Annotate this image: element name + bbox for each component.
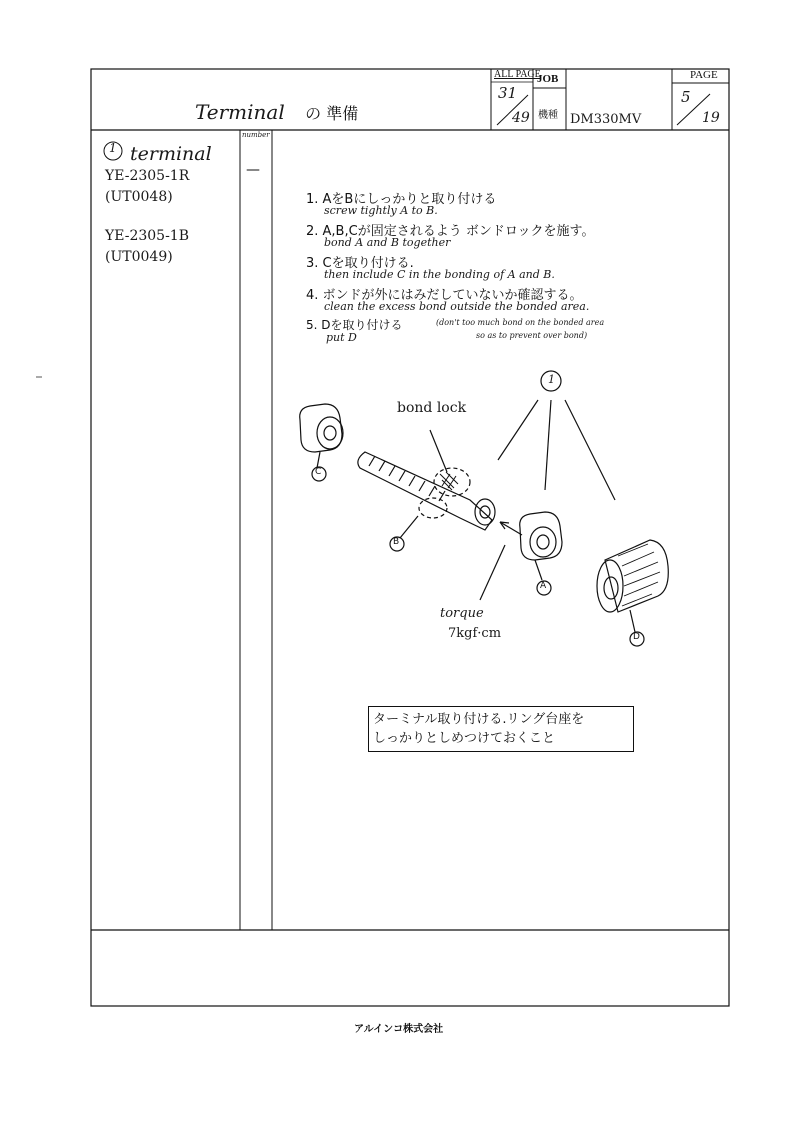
step-3-en: then include C in the bonding of A and B. (324, 268, 555, 281)
item-title: terminal (130, 143, 212, 165)
step-5-note-2: so as to prevent over bond) (476, 331, 588, 340)
kishu-label: 機種 (538, 110, 558, 121)
steps-list (306, 188, 726, 346)
step-4-jp: 4. ボンドが外にはみだしていないか確認する。 (306, 288, 583, 303)
note-box (368, 706, 634, 752)
part-code-1: YE-2305-1R (105, 168, 190, 184)
step-5-note-1: (don't too much bond on the bonded area (436, 318, 605, 327)
title-english: Terminal (195, 100, 285, 124)
step-2-en: bond A and B together (324, 236, 451, 249)
part-code-2: YE-2305-1B (105, 228, 190, 244)
label-c: C (315, 467, 322, 477)
all-page-label: ALL PAGE (494, 69, 541, 80)
part-a-nut (500, 512, 562, 580)
item-number: 1 (109, 141, 117, 155)
number-col-value: — (246, 162, 260, 178)
step-1-en: screw tightly A to B. (324, 204, 438, 217)
note-line-2: しっかりとしめつけておくこと (373, 731, 556, 746)
page-label: PAGE (690, 69, 718, 81)
label-d: D (633, 632, 640, 642)
part-d-cap (597, 540, 668, 632)
ref-number: 1 (548, 373, 555, 386)
torque-label: torque (440, 606, 484, 621)
title-japanese: の 準備 (305, 104, 359, 123)
step-1-jp: 1. AをBにしっかりと取り付ける (306, 192, 497, 207)
note-line-1: ターミナル取り付ける.リング台座を (373, 712, 585, 727)
torque-value: 7kgf·cm (448, 626, 502, 641)
header-title (195, 100, 358, 124)
step-5-en: put D (326, 331, 357, 344)
step-5-row (306, 316, 726, 346)
step-4-en: clean the excess bond outside the bonded area. (324, 300, 590, 313)
page-number: 5 (681, 88, 691, 106)
company-name: アルインコ株式会社 (354, 1024, 444, 1035)
part-sub-1: (UT0048) (105, 189, 173, 205)
label-a: A (540, 581, 547, 591)
model-name: DM330MV (570, 112, 642, 127)
step-3-jp: 3. Cを取り付ける. (306, 256, 414, 271)
part-sub-2: (UT0049) (105, 249, 173, 265)
page-total: 19 (702, 110, 720, 126)
step-2-jp: 2. A,B,Cが固定されるよう ボンドロックを施す。 (306, 224, 595, 239)
part-c-nut (300, 404, 343, 468)
part-b-rod (358, 430, 495, 538)
all-page-number: 31 (498, 84, 518, 102)
bond-lock-label: bond lock (397, 400, 467, 416)
number-col-label: number (242, 131, 270, 139)
label-b: B (393, 537, 400, 547)
job-label: JOB (537, 73, 559, 85)
step-5-jp: 5. Dを取り付ける (306, 318, 403, 332)
all-page-total: 49 (512, 110, 530, 126)
